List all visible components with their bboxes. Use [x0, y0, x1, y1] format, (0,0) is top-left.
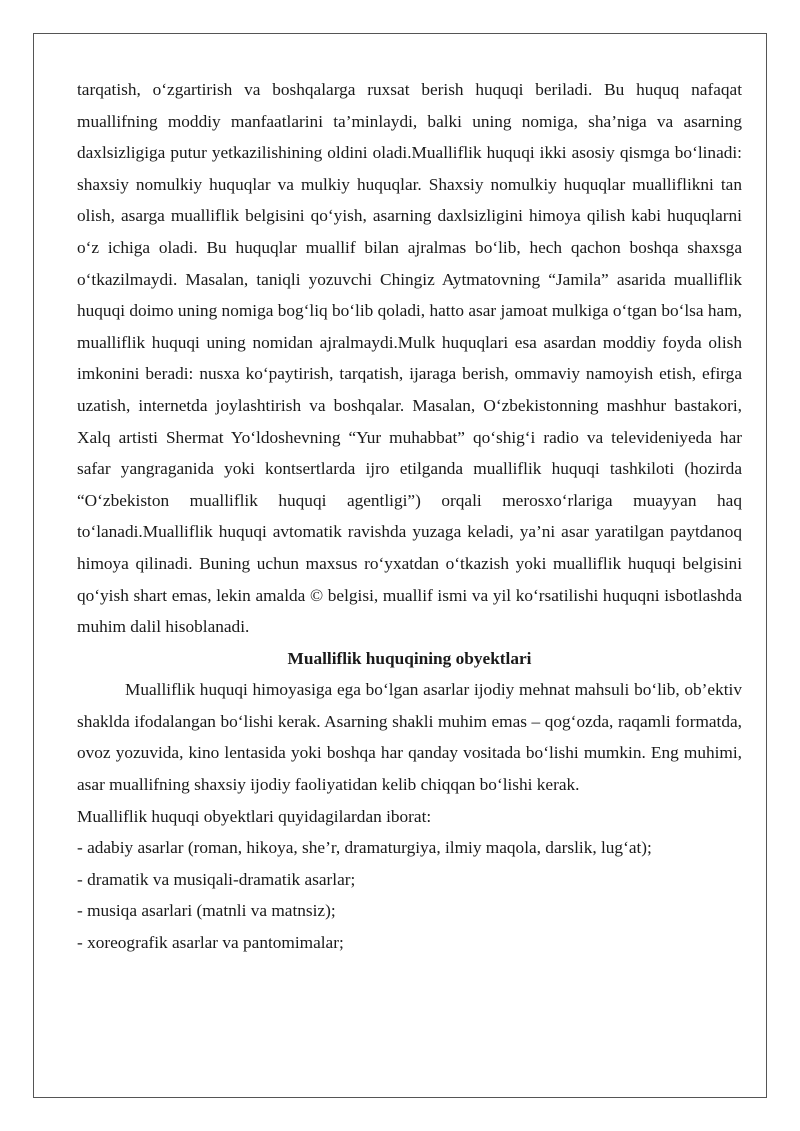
document-body: [77, 74, 742, 959]
body-paragraph: tarqatish, o‘zgartirish va boshqalarga ruxsat berish huquqi beriladi. Bu huquq nafaqat muallifning moddiy manfaatlarini ta’minlaydi, balki uning nomiga, sha’niga va asarning daxlsizligiga putur yetkazilishining oldini oladi.Mualliflik huquqi ikki asosiy qismga bo‘linadi: shaxsiy nomulkiy huquqlar va mulkiy huquqlar. Shaxsiy nomulkiy huquqlar mualliflikni tan olish, asarga mualliflik belgisini qo‘yish, asarning daxlsizligini himoya qilish kabi huquqlarni o‘z ichiga oladi. Bu huquqlar muallif bilan ajralmas bo‘lib, hech qachon boshqa shaxsga o‘tkazilmaydi. Masalan, taniqli yozuvchi Chingiz Aytmatovning “Jamila” asarida mualliflik huquqi doimo uning nomiga bog‘liq bo‘lib qoladi, hatto asar jamoat mulkiga o‘tgan bo‘lsa ham, mualliflik huquqi uning nomidan ajralmaydi.Mulk huquqlari esa asardan moddiy foyda olish imkonini beradi: nusxa ko‘paytirish, tarqatish, ijaraga berish, ommaviy namoyish etish, efirga uzatish, internetda joylashtirish va boshqalar. Masalan, O‘zbekistonning mashhur bastakori, Xalq artisti Shermat Yo‘ldoshevning “Yur muhabbat” qo‘shig‘i radio va televideniyeda har safar yangraganida yoki kontsertlarda ijro etilganda mualliflik huquqi tashkiloti (hozirda “O‘zbekiston mualliflik huquqi agentligi”) orqali merosxo‘rlariga muayyan haq to‘lanadi.Mualliflik huquqi avtomatik ravishda yuzaga keladi, ya’ni asar yaratilgan paytdanoq himoya qilinadi. Buning uchun maxsus ro‘yxatdan o‘tkazish yoki mualliflik huquqi belgisini qo‘yish shart emas, lekin amalda © belgisi, muallif ismi va yil ko‘rsatilishi huquqni isbotlashda muhim dalil hisoblanadi.: [77, 80, 742, 637]
list-item: - xoreografik asarlar va pantomimalar;: [77, 933, 344, 953]
list-item: - adabiy asarlar (roman, hikoya, she’r, dramaturgiya, ilmiy maqola, darslik, lug‘at);: [77, 838, 652, 858]
list-item: - dramatik va musiqali-dramatik asarlar;: [77, 869, 356, 889]
body-paragraph: Mualliflik huquqi himoyasiga ega bo‘lgan asarlar ijodiy mehnat mahsuli bo‘lib, ob’ektiv shaklda ifodalangan bo‘lishi kerak. Asarning shakli muhim emas – qog‘ozda, raqamli formatda, ovoz yozuvida, kino lentasida yoki boshqa har qanday vositada bo‘lishi mumkin. Eng muhimi, asar muallifning shaxsiy ijodiy faoliyatidan kelib chiqqan bo‘lishi kerak.: [77, 680, 742, 795]
list-intro: Mualliflik huquqi obyektlari quyidagilardan iborat:: [77, 806, 432, 826]
object-list: [77, 832, 742, 958]
section-heading: Mualliflik huquqining obyektlari: [287, 648, 532, 668]
list-item: - musiqa asarlari (matnli va matnsiz);: [77, 901, 336, 921]
